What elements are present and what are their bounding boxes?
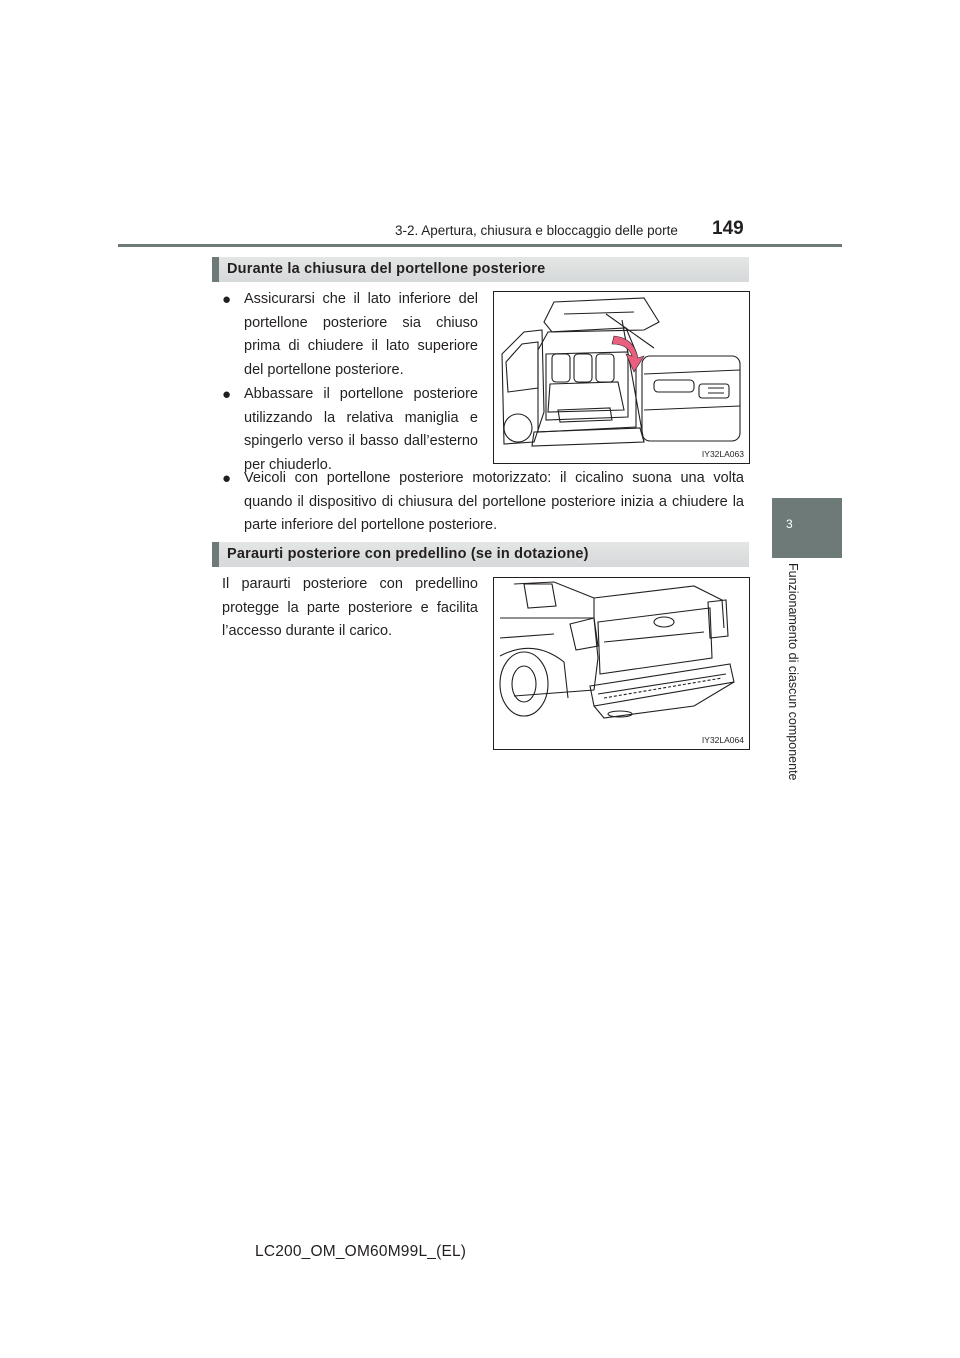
- figure-code: IY32LA063: [701, 449, 744, 459]
- header-divider: [118, 244, 842, 247]
- running-header-section: 3-2. Apertura, chiusura e bloccaggio delle porte: [395, 223, 678, 238]
- rear-bumper-illustration: [494, 578, 749, 749]
- bullet-icon: ●: [222, 386, 232, 403]
- bullet-text: Veicoli con portellone posteriore motorizzato: il cicalino suona una volta quando il dispositivo di chiusura del portellone posteriore inizia a chiudere la parte inferiore del portellone posteriore.: [244, 470, 744, 533]
- figure-rear-bumper: [493, 577, 750, 750]
- bullet-list: [222, 288, 478, 477]
- page-number: 149: [712, 218, 744, 239]
- bullet-text: Abbassare il portellone posteriore utilizzando la relativa maniglia e spingerlo verso il basso dall’esterno per chiuderlo.: [244, 386, 478, 473]
- chapter-tab: [772, 498, 842, 558]
- document-code: LC200_OM_OM60M99L_(EL): [255, 1243, 467, 1260]
- list-item: [222, 288, 478, 382]
- rear-bumper-description: [222, 573, 478, 644]
- bullet-list-full: [222, 467, 744, 538]
- section-heading-closing-tailgate: Durante la chiusura del portellone posteriore: [212, 257, 749, 282]
- paragraph-text: Il paraurti posteriore con predellino protegge la parte posteriore e facilita l’accesso durante il carico.: [222, 576, 478, 639]
- chapter-title: Funzionamento di ciascun componente: [786, 563, 800, 781]
- section-heading-rear-bumper-step: Paraurti posteriore con predellino (se in dotazione): [212, 542, 749, 567]
- bullet-icon: ●: [222, 291, 232, 308]
- figure-tailgate-closing: [493, 291, 750, 464]
- tailgate-illustration: [494, 292, 749, 463]
- list-item: [222, 467, 744, 538]
- bullet-icon: ●: [222, 470, 232, 487]
- list-item: [222, 383, 478, 477]
- figure-code: IY32LA064: [701, 735, 744, 745]
- bullet-text: Assicurarsi che il lato inferiore del portellone posteriore sia chiuso prima di chiudere il lato superiore del portellone posteriore.: [244, 291, 478, 378]
- chapter-number: 3: [786, 517, 793, 531]
